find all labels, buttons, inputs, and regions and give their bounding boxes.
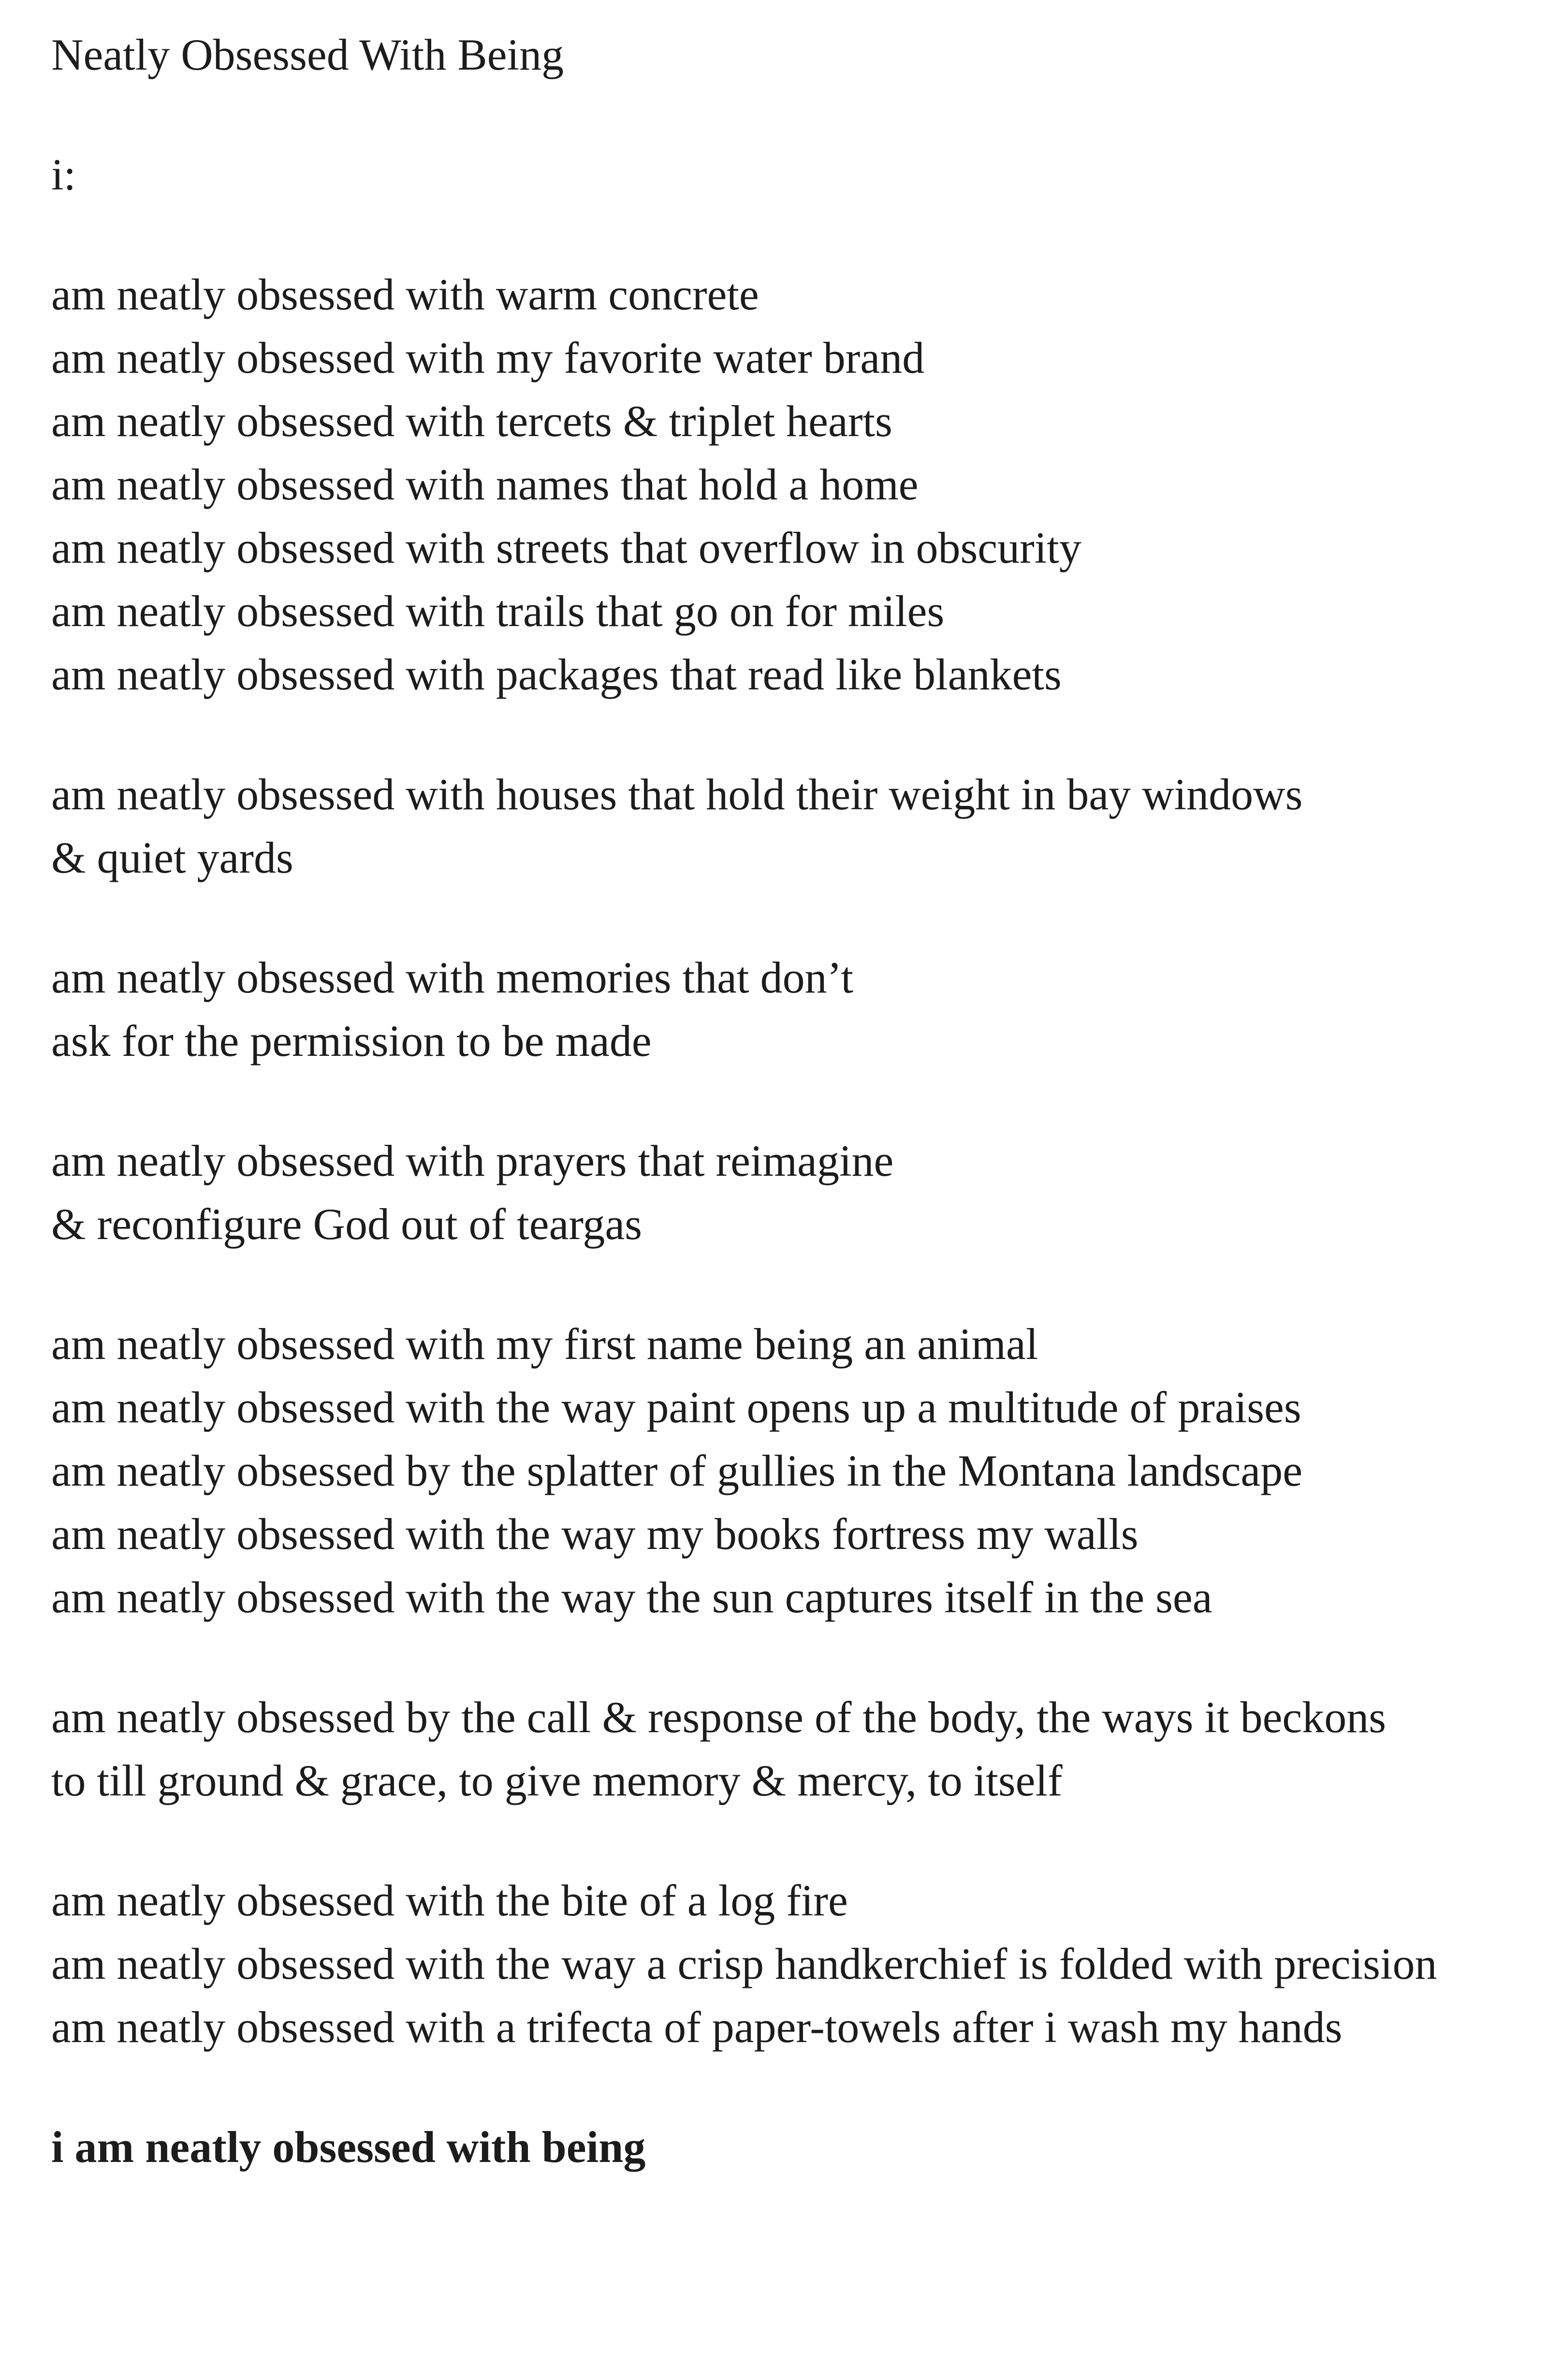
- poem-line: am neatly obsessed with a trifecta of paper-towels after i wash my hands: [51, 2002, 1343, 2052]
- poem-line: am neatly obsessed with names that hold a home: [51, 460, 919, 509]
- stanza-6: [51, 1686, 1531, 1812]
- stanza-3: [51, 946, 1531, 1073]
- stanza-5: [51, 1313, 1531, 1629]
- poem-title: Neatly Obsessed With Being: [51, 30, 564, 79]
- poem-line: am neatly obsessed with streets that overflow in obscurity: [51, 523, 1081, 572]
- poem-line: am neatly obsessed with memories that don’t: [51, 953, 854, 1002]
- poem-line: to till ground & grace, to give memory & mercy, to itself: [51, 1756, 1063, 1805]
- poem-line: am neatly obsessed with the way paint opens up a multitude of praises: [51, 1383, 1301, 1432]
- closing-line: i am neatly obsessed with being: [51, 2122, 646, 2172]
- poem-line: am neatly obsessed by the splatter of gullies in the Montana landscape: [51, 1446, 1303, 1495]
- poem-line: am neatly obsessed with my first name being an animal: [51, 1319, 1038, 1369]
- poem-line: am neatly obsessed with my favorite water brand: [51, 333, 925, 382]
- poem-line: & quiet yards: [51, 833, 293, 882]
- stanza-4: [51, 1129, 1531, 1256]
- poem-line: am neatly obsessed with packages that read like blankets: [51, 650, 1062, 699]
- stanza-7: [51, 1869, 1531, 2059]
- poem-line: am neatly obsessed with prayers that reimagine: [51, 1136, 894, 1185]
- poem-line: am neatly obsessed with the way the sun captures itself in the sea: [51, 1573, 1212, 1622]
- poem-line: ask for the permission to be made: [51, 1016, 652, 1066]
- poem-line: am neatly obsessed with the way my books fortress my walls: [51, 1509, 1139, 1559]
- poem-line: am neatly obsessed by the call & response of the body, the ways it beckons: [51, 1693, 1387, 1742]
- poem-line: am neatly obsessed with the way a crisp handkerchief is folded with precision: [51, 1939, 1437, 1988]
- poem-line: am neatly obsessed with tercets & triplet hearts: [51, 396, 892, 446]
- poem-line: am neatly obsessed with the bite of a log fire: [51, 1876, 848, 1925]
- stanza-2: [51, 763, 1531, 890]
- stanza-1: [51, 263, 1531, 706]
- poem-line: am neatly obsessed with warm concrete: [51, 270, 759, 319]
- poem-line: am neatly obsessed with trails that go on for miles: [51, 586, 945, 636]
- poem-page: [51, 23, 1531, 2179]
- poem-line: am neatly obsessed with houses that hold their weight in bay windows: [51, 770, 1303, 819]
- poem-line: & reconfigure God out of teargas: [51, 1199, 642, 1249]
- speaker-label: i:: [51, 150, 76, 199]
